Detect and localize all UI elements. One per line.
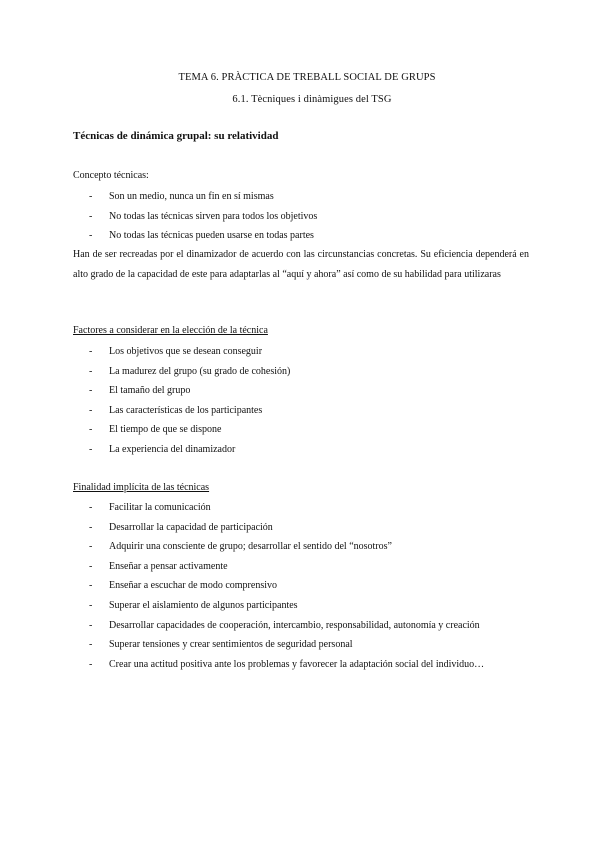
list-item-text: Superar el aislamiento de algunos participantes bbox=[109, 599, 298, 611]
section-title: Técnicas de dinámica grupal: su relatividad bbox=[73, 130, 279, 142]
list-item bbox=[73, 576, 529, 596]
dash-bullet: - bbox=[89, 599, 93, 611]
finalidad-list bbox=[73, 498, 529, 674]
list-item bbox=[73, 557, 529, 577]
list-item-text: Crear una actitud positiva ante los problemas y favorecer la adaptación social del individuo… bbox=[109, 658, 485, 670]
dash-bullet: - bbox=[89, 541, 93, 553]
dash-bullet: - bbox=[89, 210, 93, 222]
list-item bbox=[73, 635, 529, 655]
document-title: TEMA 6. PRÀCTICA DE TREBALL SOCIAL DE GRUPS bbox=[178, 72, 436, 83]
concepto-heading: Concepto técnicas: bbox=[73, 170, 149, 181]
list-item-text: Facilitar la comunicación bbox=[109, 502, 211, 513]
list-item bbox=[73, 381, 529, 401]
factores-list bbox=[73, 342, 529, 460]
dash-bullet: - bbox=[89, 560, 93, 572]
list-item-text: Adquirir una consciente de grupo; desarrollar el sentido del “nosotros” bbox=[109, 541, 392, 553]
list-item-text: La experiencia del dinamizador bbox=[109, 443, 236, 455]
list-item bbox=[73, 187, 529, 207]
list-item bbox=[73, 440, 529, 460]
list-item bbox=[73, 498, 529, 518]
dash-bullet: - bbox=[89, 502, 93, 513]
list-item-text: Desarrollar capacidades de cooperación, intercambio, responsabilidad, autonomía y creación bbox=[109, 619, 480, 631]
list-item-text: Los objetivos que se desean conseguir bbox=[109, 346, 263, 357]
dash-bullet: - bbox=[89, 658, 93, 670]
list-item-text: La madurez del grupo (su grado de cohesión) bbox=[109, 365, 291, 377]
dash-bullet: - bbox=[89, 619, 93, 631]
factores-heading: Factores a considerar en la elección de la técnica bbox=[73, 325, 268, 336]
list-item-text: Las características de los participantes bbox=[109, 404, 263, 416]
list-item bbox=[73, 655, 529, 675]
dash-bullet: - bbox=[89, 404, 93, 416]
dash-bullet: - bbox=[89, 346, 93, 357]
dash-bullet: - bbox=[89, 424, 93, 436]
list-item-text: No todas las técnicas pueden usarse en todas partes bbox=[109, 230, 314, 242]
list-item-text: Enseñar a pensar activamente bbox=[109, 560, 228, 572]
list-item-text: El tamaño del grupo bbox=[109, 385, 191, 397]
list-item bbox=[73, 616, 529, 636]
dash-bullet: - bbox=[89, 191, 93, 202]
list-item-text: Son un medio, nunca un fin en sí mismas bbox=[109, 191, 274, 202]
list-item bbox=[73, 420, 529, 440]
list-item-text: No todas las técnicas sirven para todos los objetivos bbox=[109, 210, 318, 222]
list-item bbox=[73, 518, 529, 538]
list-item-text: Desarrollar la capacidad de participación bbox=[109, 521, 273, 533]
dash-bullet: - bbox=[89, 639, 93, 651]
list-item-text: Enseñar a escuchar de modo comprensivo bbox=[109, 580, 277, 592]
dash-bullet: - bbox=[89, 230, 93, 242]
concepto-paragraph: Han de ser recreadas por el dinamizador de acuerdo con las circunstancias concretas. Su eficiencia dependerá en alto grado de la capacidad de este para adaptarlas al “aquí y ahora” así como de su habilidad para utilizaras bbox=[73, 249, 529, 280]
list-item bbox=[73, 207, 529, 227]
list-item bbox=[73, 596, 529, 616]
document-subtitle: 6.1. Tècniques i dinàmigues del TSG bbox=[232, 94, 392, 105]
concepto-list bbox=[73, 187, 529, 246]
list-item-text: El tiempo de que se dispone bbox=[109, 424, 222, 436]
dash-bullet: - bbox=[89, 521, 93, 533]
dash-bullet: - bbox=[89, 580, 93, 592]
dash-bullet: - bbox=[89, 443, 93, 455]
dash-bullet: - bbox=[89, 365, 93, 377]
list-item bbox=[73, 537, 529, 557]
list-item bbox=[73, 362, 529, 382]
list-item-text: Superar tensiones y crear sentimientos de seguridad personal bbox=[109, 639, 353, 651]
finalidad-heading: Finalidad implícita de las técnicas bbox=[73, 482, 210, 493]
dash-bullet: - bbox=[89, 385, 93, 397]
list-item bbox=[73, 342, 529, 362]
list-item bbox=[73, 401, 529, 421]
list-item bbox=[73, 226, 529, 246]
